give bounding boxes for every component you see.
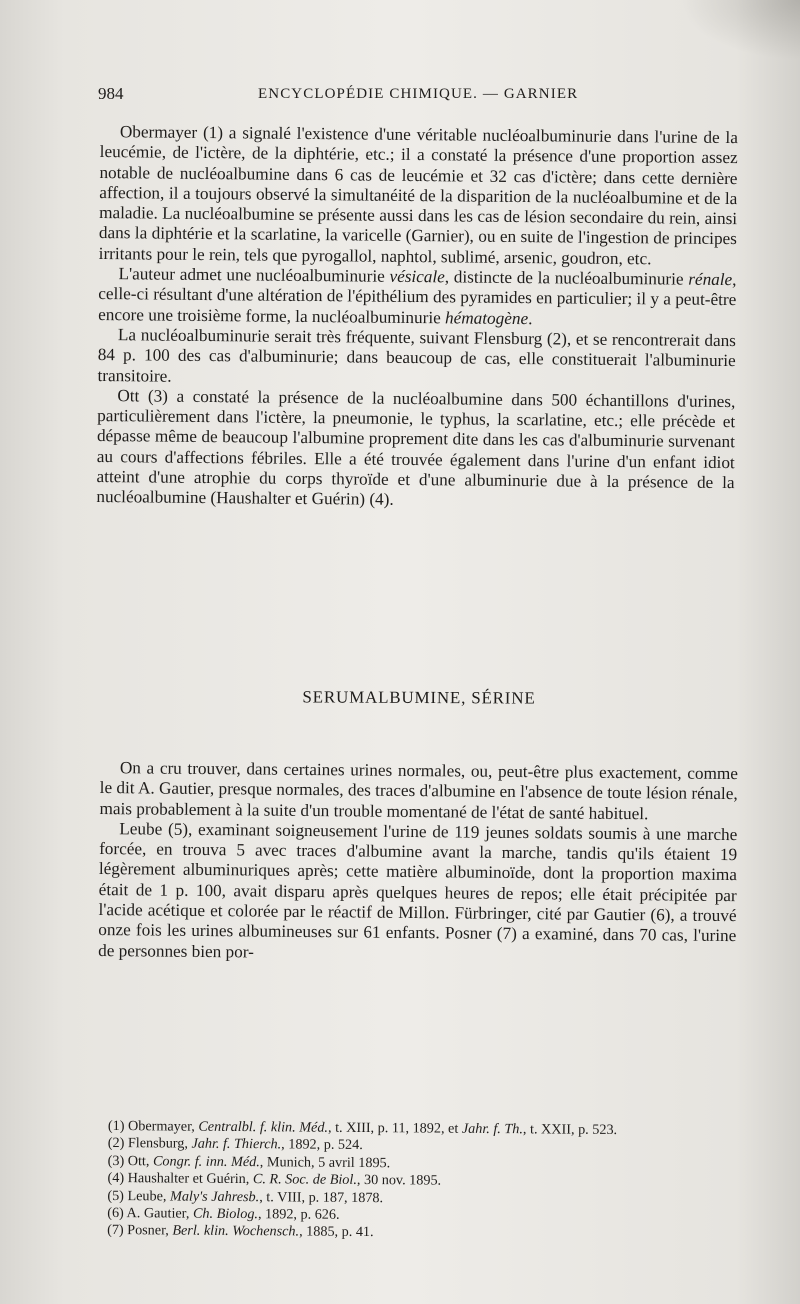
text-run: . [528,308,533,328]
footnotes [107,1118,728,1245]
footnote-text: (4) Haushalter et Guérin, [107,1170,253,1188]
footnote-journal: Centralbl. f. klin. Méd. [198,1118,329,1136]
footnote-text: (2) Flensburg, [107,1135,192,1153]
footnote-text: , t. XIII, p. 11, 1892, et [327,1119,462,1137]
footnote-text: (5) Leube, [107,1187,171,1205]
paragraph: Ott (3) a constaté la présence de la nucléoalbumine dans 500 échantillons d'urines, particulièrement dans l'ictère, la pneumonie, le typhus, la scarlatine, etc.; elle précède et dépasse même de beaucoup l'albumine proprement dite dans les cas d'albuminurie survenant au cours d'affections fébriles. Elle a été trouvée également dans l'urine d'un enfant idiot atteint d'une atrophie du corps thyroïde et d'une albuminurie due à la présence de la nucléoalbumine (Haushalter et Guérin) (4). [96,386,736,510]
page-number: 984 [98,84,124,103]
text-run: L'auteur admet une nucléoalbuminurie [118,264,390,286]
italic-term: vésicale [389,266,445,287]
page-header [98,84,738,108]
text-block-nucleoalbumine [96,122,738,514]
running-title: ENCYCLOPÉDIE CHIMIQUE. — GARNIER [258,86,579,102]
footnote-journal: Congr. f. inn. Méd. [152,1153,260,1171]
footnote-text: (7) Posner, [107,1222,173,1239]
italic-term: hématogène [445,307,529,328]
paragraph: Leube (5), examinant soigneusement l'urine de 119 jeunes soldats soumis à une marche forcée, en trouva 5 avec traces d'albumine avant la marche, tandis qu'ils étaient 19 légèrement albuminuriques après; cette matière albuminoïde, dont la proportion maxima était de 1 p. 100, avait disparu après quelques heures de repos; elle était précipitée par l'acide acétique et colorée par le réactif de Millon. Fürbringer, cité par Gautier (6), a trouvé onze fois les urines albumineuses sur 61 enfants. Posner (7) a examiné, dans 70 cas, l'urine de personnes bien por- [98,819,738,962]
footnote-text: , t. XXII, p. 523. [522,1121,618,1138]
section-heading: SERUMALBUMINE, SÉRINE [302,687,536,708]
footnote-journal: C. R. Soc. de Biol. [252,1171,357,1189]
footnote-text: , Munich, 5 avril 1895. [259,1154,391,1172]
text-block-serumalbumine [98,758,738,967]
text-run: , distincte de la nucléoalbuminurie [444,267,689,289]
footnote-journal: Maly's Jahresb. [169,1188,260,1205]
footnote-text: , 30 nov. 1895. [356,1172,442,1189]
footnote-text: (1) Obermayer, [107,1118,199,1135]
footnote-journal: Ch. Biolog. [192,1205,259,1223]
footnote-text: (3) Ott, [107,1152,154,1170]
text-run: , celle-ci résultant d'une altération de l'épithélium des pyramides en particulier; il y a peut-être encore une troisième forme, la nucléoalbuminurie [98,270,737,327]
italic-term: rénale [688,269,733,290]
paragraph: La nucléoalbuminurie serait très fréquente, suivant Flensburg (2), et se rencontrerait dans 84 p. 100 des cas d'albuminurie; dans beaucoup de cas, elle constituerait l'albuminurie transitoire. [97,325,737,386]
footnote-text: , t. VIII, p. 187, 1878. [259,1188,384,1206]
footnote-text: (6) A. Gautier, [107,1205,194,1222]
footnote-journal: Berl. klin. Wochensch. [172,1222,300,1240]
footnote-text: , 1885, p. 41. [299,1223,374,1241]
footnote [107,1222,727,1244]
paragraph: Obermayer (1) a signalé l'existence d'une véritable nucléoalbuminurie dans l'urine de la leucémie, de l'ictère, de la diphtérie, etc.; il a constaté la présence d'une proportion assez notable de nucléoalbumine dans 6 cas de leucémie et 32 cas d'ictère; dans cette dernière affection, il a toujours observé la simultanéité de la disparition de la nucléoalbumine et de la maladie. La nucléoalbumine se présente aussi dans les cas de lésion secondaire du rein, ainsi dans la diphtérie et la scarlatine, la varicelle (Garnier), ou en suite de l'ingestion de principes irritants pour le rein, tels que pyrogallol, naphtol, sublimé, arsenic, goudron, etc. [98,122,738,269]
footnote-text: , 1892, p. 524. [281,1136,363,1154]
footnote-journal: Jahr. f. Th. [461,1120,524,1138]
footnote-text: , 1892, p. 626. [257,1206,340,1223]
paragraph: On a cru trouver, dans certaines urines normales, ou, peut-être plus exactement, comme le dit A. Gautier, presque normales, des traces d'albumine en l'absence de toute lésion rénale, mais probablement à la suite d'un trouble momentané de l'état de santé habituel. [99,758,738,823]
footnote-journal: Jahr. f. Thierch. [191,1136,282,1153]
paragraph [98,264,737,331]
